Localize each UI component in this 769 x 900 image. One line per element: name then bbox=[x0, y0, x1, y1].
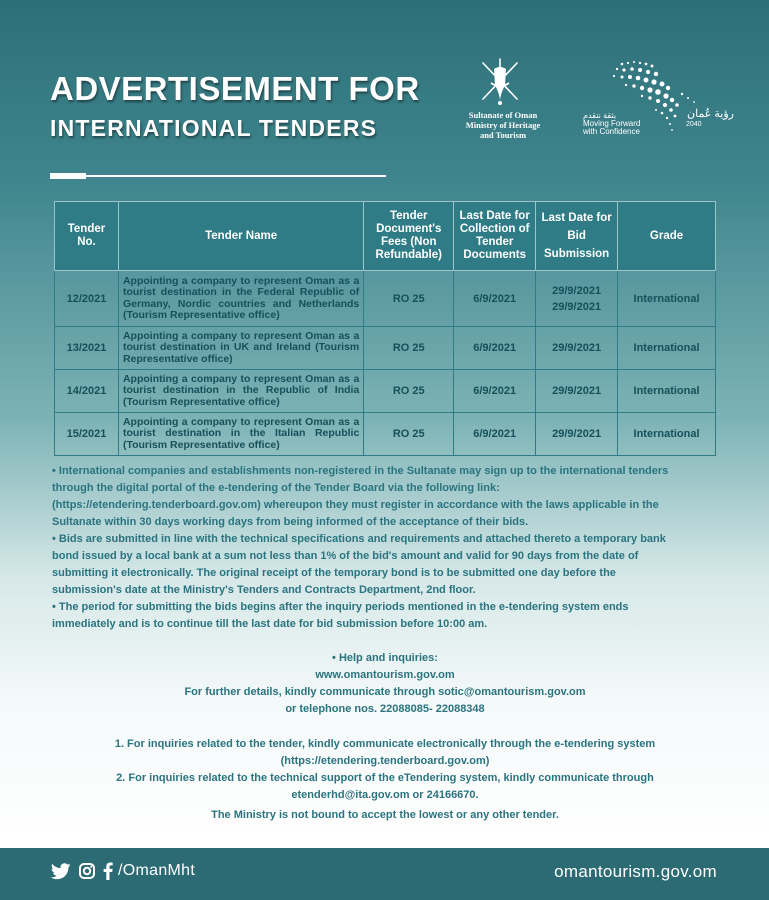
note-submission-period: • The period for submitting the bids begins after the inquiry periods mentioned in the e-tendering system ends immediately and is to continue till the last date for bid submission before 10:00 am. bbox=[52, 601, 629, 630]
support-contact: etenderhd@ita.gov.om or 24166670. bbox=[291, 789, 479, 801]
footer bbox=[0, 848, 769, 900]
tender-fees: RO 25 bbox=[364, 271, 454, 327]
tender-notes bbox=[52, 463, 672, 633]
tender-no: 15/2021 bbox=[55, 413, 119, 456]
tender-name: Appointing a company to represent Oman as a tourist destination in the Republic of India (Tourism Representative office) bbox=[118, 370, 363, 413]
twitter-icon[interactable] bbox=[51, 863, 71, 880]
column-header-submission-date: Last Date for Bid Submission bbox=[536, 202, 618, 271]
help-section bbox=[60, 650, 710, 718]
vision-year: 2040 bbox=[686, 121, 702, 128]
tender-name: Appointing a company to represent Oman as a tourist destination in the Italian Republic (Tourism Representative office) bbox=[118, 413, 363, 456]
column-header-tender-name: Tender Name bbox=[118, 202, 363, 271]
title-underline-accent bbox=[50, 173, 86, 179]
column-header-fees: Tender Document's Fees (Non Refundable) bbox=[364, 202, 454, 271]
help-details: For further details, kindly communicate through sotic@omantourism.gov.om bbox=[184, 686, 586, 698]
inquiries-section bbox=[60, 736, 710, 824]
grade: International bbox=[618, 271, 716, 327]
note-bid-bond: • Bids are submitted in line with the technical specifications and requirements and attached thereto a temporary bank bond issued by a local bank at a sum not less than 1% of the bid's amount and valid for 90 days from the date of submitting it electronically. The original receipt of the temporary bond is to be submitted one day before the submission's date at the Ministry's Tenders and Contracts Department, 2nd floor. bbox=[52, 533, 666, 596]
vision-tagline: بثقة نتقدم Moving Forward with Confidence bbox=[583, 111, 641, 136]
note-registration: • International companies and establishments non-registered in the Sultanate may sign up to the international tenders through the digital portal of the e-tendering of the Tender Board via the following link: (https://etendering.tenderboard.gov.om) whereupon they must register in accordance with the laws applicable in the Sultanate within 30 days working days from being informed of the acceptance of their bids. bbox=[52, 465, 669, 528]
tenders-table bbox=[54, 201, 716, 456]
table-row bbox=[55, 327, 716, 370]
page-title: ADVERTISEMENT FOR bbox=[50, 70, 420, 107]
tender-name: Appointing a company to represent Oman as a tourist destination in the Federal Republic of Germany, Nordic countries and Netherlands (Tourism Representative office) bbox=[118, 271, 363, 327]
tender-no: 14/2021 bbox=[55, 370, 119, 413]
tender-fees: RO 25 bbox=[364, 413, 454, 456]
social-links bbox=[51, 862, 195, 880]
tender-no: 12/2021 bbox=[55, 271, 119, 327]
header bbox=[0, 0, 769, 190]
inquiry-item-1: 1. For inquiries related to the tender, kindly communicate electronically through the e-tendering system bbox=[114, 738, 656, 750]
table-row bbox=[55, 271, 716, 327]
instagram-icon[interactable] bbox=[79, 863, 95, 879]
facebook-icon[interactable] bbox=[103, 862, 113, 880]
oman-emblem-icon bbox=[475, 55, 525, 107]
collection-date: 6/9/2021 bbox=[454, 271, 536, 327]
disclaimer: The Ministry is not bound to accept the lowest or any other tender. bbox=[211, 809, 559, 821]
footer-website-link[interactable]: omantourism.gov.om bbox=[554, 862, 717, 881]
help-website-link[interactable]: www.omantourism.gov.om bbox=[315, 669, 455, 681]
etendering-link[interactable]: (https://etendering.tenderboard.gov.om) bbox=[280, 755, 490, 767]
column-header-grade: Grade bbox=[618, 202, 716, 271]
social-handle[interactable]: /OmanMht bbox=[118, 862, 196, 879]
ministry-name: Sultanate of Oman Ministry of Heritage and Tourism bbox=[465, 110, 541, 140]
help-heading: • Help and inquiries: bbox=[332, 652, 438, 664]
submission-date: 29/9/2021 29/9/2021 bbox=[536, 271, 618, 327]
column-header-collection-date: Last Date for Collection of Tender Documents bbox=[454, 202, 536, 271]
table-row bbox=[55, 413, 716, 456]
vision-arabic-title: رؤية عُمان bbox=[687, 108, 734, 120]
table-header-row bbox=[55, 202, 716, 271]
help-telephone: or telephone nos. 22088085- 22088348 bbox=[285, 703, 485, 715]
grade: International bbox=[618, 327, 716, 370]
collection-date: 6/9/2021 bbox=[454, 327, 536, 370]
submission-date: 29/9/2021 bbox=[536, 327, 618, 370]
inquiry-item-2: 2. For inquiries related to the technical support of the eTendering system, kindly communicate through bbox=[116, 772, 654, 784]
tender-no: 13/2021 bbox=[55, 327, 119, 370]
column-header-tender-no: Tender No. bbox=[55, 202, 119, 271]
tender-fees: RO 25 bbox=[364, 370, 454, 413]
table-row bbox=[55, 370, 716, 413]
page-subtitle: INTERNATIONAL TENDERS bbox=[50, 115, 378, 141]
grade: International bbox=[618, 413, 716, 456]
submission-date: 29/9/2021 bbox=[536, 370, 618, 413]
tender-name: Appointing a company to represent Oman as a tourist destination in UK and Ireland (Tourism Representative office) bbox=[118, 327, 363, 370]
grade: International bbox=[618, 370, 716, 413]
title-underline bbox=[86, 175, 386, 177]
submission-date: 29/9/2021 bbox=[536, 413, 618, 456]
collection-date: 6/9/2021 bbox=[454, 413, 536, 456]
tender-fees: RO 25 bbox=[364, 327, 454, 370]
collection-date: 6/9/2021 bbox=[454, 370, 536, 413]
